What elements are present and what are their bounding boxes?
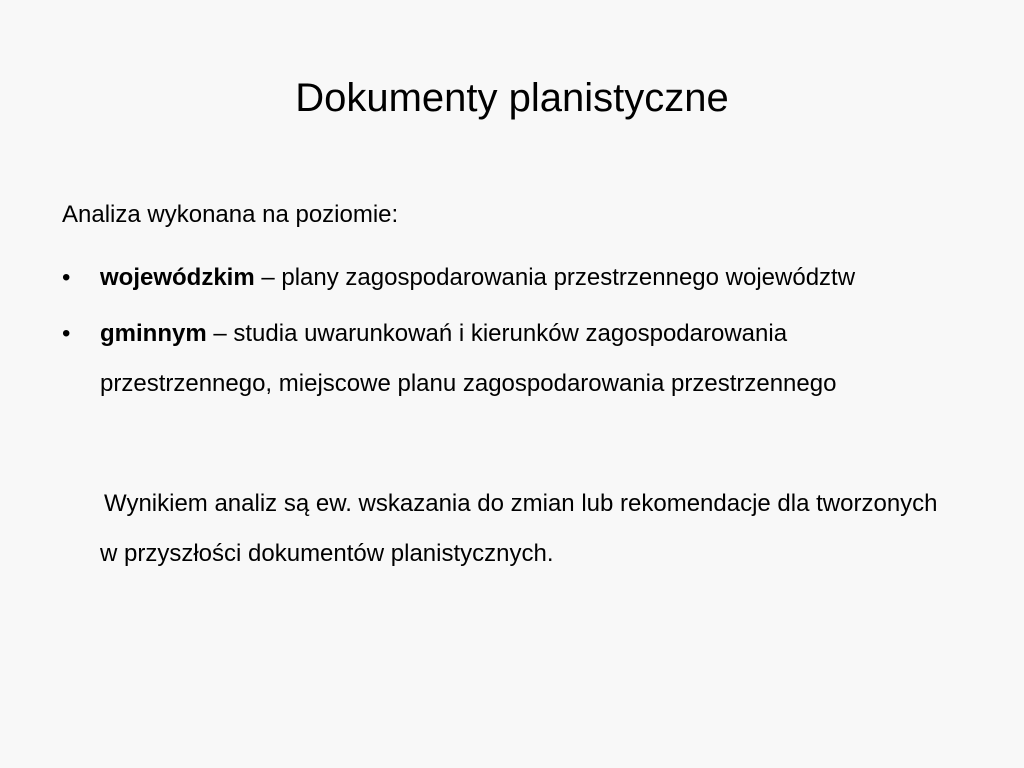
bullet-marker: • [62, 264, 71, 291]
bullet-term: wojewódzkim [100, 264, 255, 291]
bullet-list [62, 253, 962, 409]
intro-text: Analiza wykonana na poziomie: [62, 201, 399, 228]
conclusion-text: Wynikiem analiz są ew. wskazania do zmian lub rekomendacje dla tworzonych w przyszłości dokumentów planistycznych. [100, 490, 938, 567]
bullet-text: – studia uwarunkowań i kierunków zagospodarowania przestrzennego, miejscowe planu zagospodarowania przestrzennego [100, 320, 837, 397]
bullet-item-gminnym [62, 309, 962, 409]
slide-title: Dokumenty planistyczne [295, 76, 729, 120]
bullet-item-wojewodzkim [62, 253, 962, 303]
slide-body [62, 197, 962, 579]
bullet-term: gminnym [100, 320, 207, 347]
bullet-text: – plany zagospodarowania przestrzennego województw [254, 264, 856, 291]
bullet-marker: • [62, 320, 71, 347]
